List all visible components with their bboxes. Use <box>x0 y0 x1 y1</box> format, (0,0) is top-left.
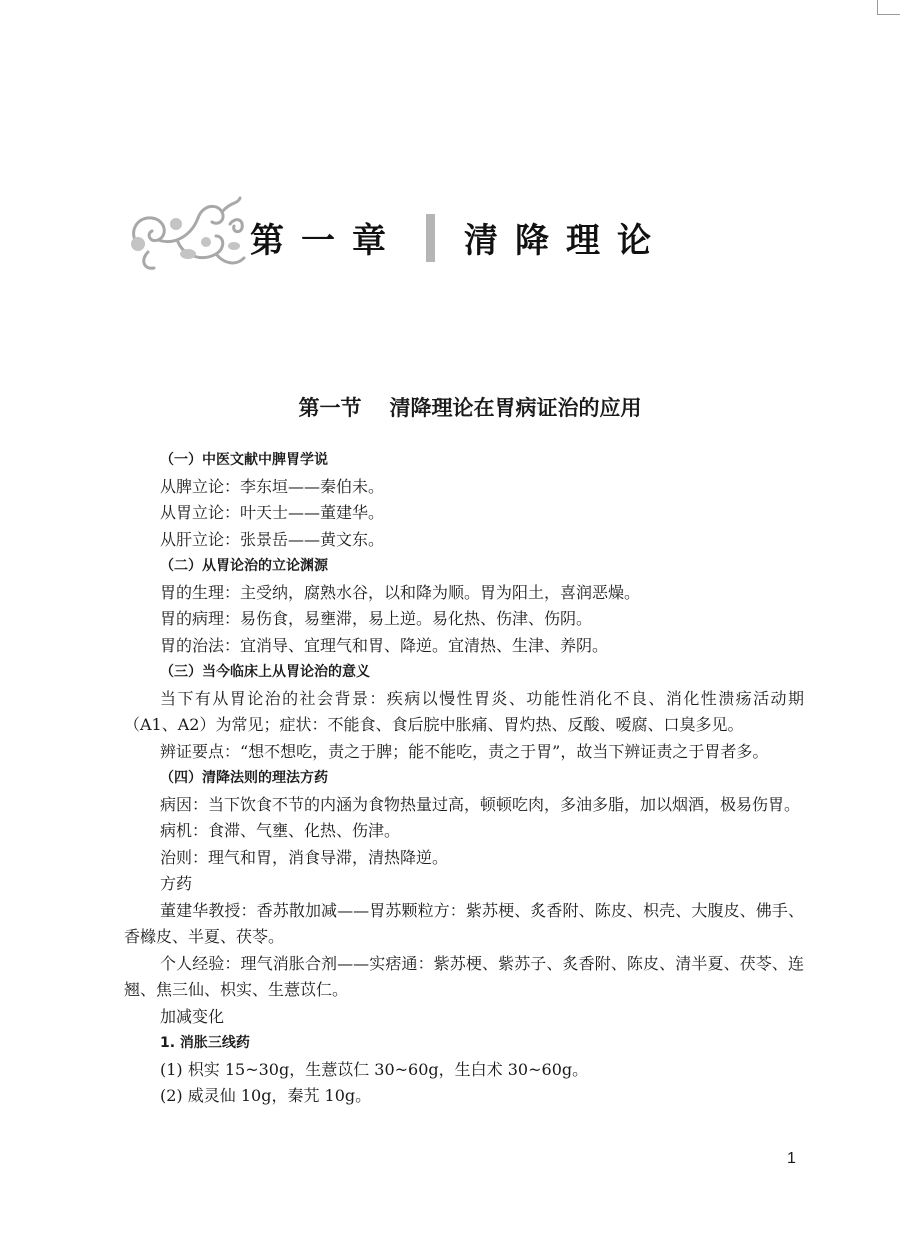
page-number: 1 <box>787 1150 796 1167</box>
paragraph: 从肝立论：张景岳——黄文东。 <box>160 529 385 549</box>
paragraph: (2) 威灵仙 10g，秦艽 10g。 <box>160 1086 372 1105</box>
chapter-header <box>118 194 758 284</box>
paragraph: 胃的生理：主受纳，腐熟水谷，以和降为顺。胃为阳土，喜润恶燥。 <box>160 582 641 602</box>
subsection-heading: （四）清降法则的理法方药 <box>160 770 328 786</box>
subsection-heading: （二）从胃论治的立论渊源 <box>160 558 328 574</box>
section-name: 清降理论在胃病证治的应用 <box>389 396 642 420</box>
paragraph: 病机：食滞、气壅、化热、伤津。 <box>160 821 401 840</box>
paragraph: 加减变化 <box>160 1006 225 1026</box>
floral-ornament-icon <box>118 194 248 276</box>
paragraph: 胃的病理：易伤食，易壅滞，易上逆。易化热、伤津、伤阴。 <box>160 609 593 628</box>
subsection-heading: （一）中医文献中脾胃学说 <box>160 452 328 468</box>
paragraph: 董建华教授：香苏散加减——胃苏颗粒方：紫苏梗、炙香附、陈皮、枳壳、大腹皮、佛手、香橼皮、半夏、茯苓。 <box>124 900 804 946</box>
paragraph: 从胃立论：叶天士——董建华。 <box>160 503 385 522</box>
paragraph: 方药 <box>160 874 193 893</box>
paragraph: (1) 枳实 15~30g，生薏苡仁 30~60g，生白术 30~60g。 <box>160 1059 589 1079</box>
section-title <box>0 393 900 423</box>
paragraph: 当下有从胃论治的社会背景：疾病以慢性胃炎、功能性消化不良、消化性溃疡活动期（A1、A2）为常见；症状：不能食、食后脘中胀痛、胃灼热、反酸、嗳腐、口臭多见。 <box>124 688 804 734</box>
paragraph: 治则：理气和胃，消食导滞，清热降逆。 <box>160 847 449 867</box>
paragraph: 从脾立论：李东垣——秦伯未。 <box>160 476 385 496</box>
chapter-number: 第一章 <box>250 221 403 261</box>
paragraph: 辨证要点：“想不想吃，责之于脾；能不能吃，责之于胃”，故当下辨证责之于胃者多。 <box>160 741 769 761</box>
page-corner-mark <box>877 0 900 15</box>
subsection-heading: 1. 消胀三线药 <box>160 1035 250 1051</box>
paragraph: 胃的治法：宜消导、宜理气和胃、降逆。宜清热、生津、养阴。 <box>160 635 609 655</box>
paragraph: 病因：当下饮食不节的内涵为食物热量过高，顿顿吃肉，多油多脂，加以烟酒，极易伤胃。 <box>160 794 801 814</box>
chapter-divider-bar <box>426 214 435 262</box>
body-text <box>124 447 804 1110</box>
section-number: 第一节 <box>298 396 362 420</box>
subsection-heading: （三）当今临床上从胃论治的意义 <box>160 664 370 680</box>
chapter-title: 清降理论 <box>464 221 668 261</box>
paragraph: 个人经验：理气消胀合剂——实痞通：紫苏梗、紫苏子、炙香附、陈皮、清半夏、茯苓、连翘、焦三仙、枳实、生薏苡仁。 <box>124 953 804 999</box>
